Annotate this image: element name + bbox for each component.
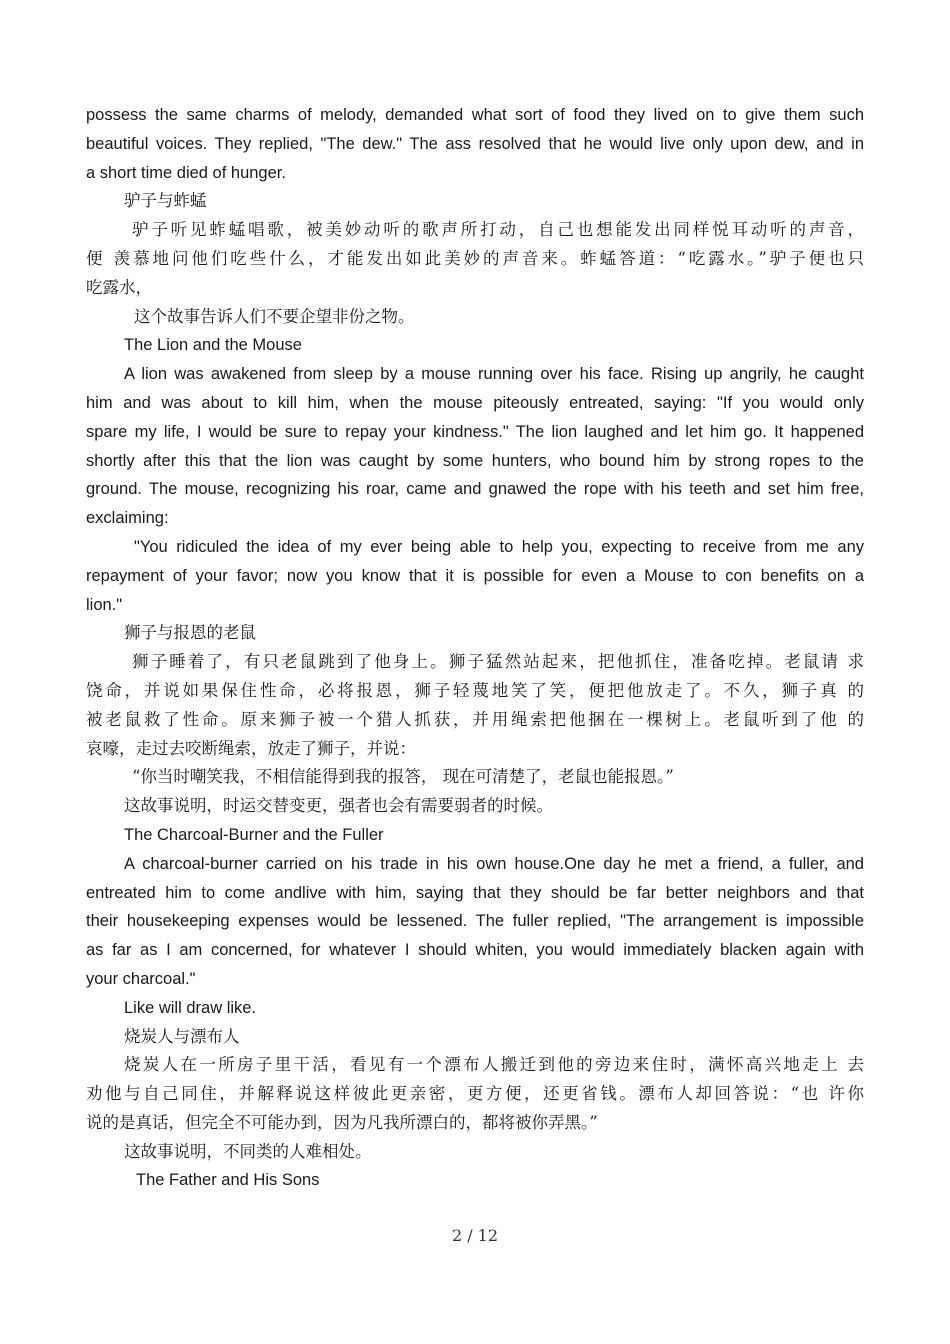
text-line: 这故事说明，时运交替变更，强者也会有需要弱者的时候。 (124, 796, 553, 816)
text-line: 驴子听见蚱蜢唱歌，被美妙动听的歌声所打动，自己也想能发出同样悦耳动听的声音， (132, 220, 864, 240)
section-title-en: The Lion and the Mouse (124, 336, 302, 355)
document-body (86, 101, 864, 1195)
section-title-en: The Father and His Sons (136, 1171, 320, 1190)
text-line: a short time died of hunger. (86, 163, 286, 182)
text-line: "You ridiculed the idea of my ever being able to help you, expecting to receive from me any (134, 537, 864, 556)
text-line: lion." (86, 595, 123, 614)
text-line: repayment of your favor; now you know that it is possible for even a Mouse to con benefits on a (86, 566, 864, 585)
text-line: as far as I am concerned, for whatever I should whiten, you would immediately blacken again with (86, 941, 864, 960)
text-line: 这故事说明，不同类的人难相处。 (124, 1141, 372, 1161)
section-title-en: The Charcoal-Burner and the Fuller (124, 825, 384, 844)
text-line: 狮子睡着了，有只老鼠跳到了他身上。狮子猛然站起来，把他抓住，准备吃掉。老鼠请 求 (132, 652, 864, 672)
text-line: 烧炭人在一所房子里干活，看见有一个漂布人搬迁到他的旁边来住时，满怀高兴地走上 去 (124, 1055, 864, 1075)
text-line: A charcoal-burner carried on his trade in his own house.One day he met a friend, a fuller, and (124, 854, 864, 873)
section-title-cn: 狮子与报恩的老鼠 (124, 623, 256, 643)
text-line: A lion was awakened from sleep by a mouse running over his face. Rising up angrily, he caught (124, 365, 864, 384)
text-line: entreated him to come andlive with him, saying that they should be far better neighbors and that (86, 883, 864, 902)
text-line: spare my life, I would be sure to repay your kindness." The lion laughed and let him go. It happened (86, 422, 864, 441)
text-line: their housekeeping expenses would be lessened. The fuller replied, "The arrangement is impossible (86, 912, 864, 931)
text-line: Like will draw like. (124, 998, 257, 1017)
text-line: 饶命，并说如果保住性命，必将报恩，狮子轻蔑地笑了笑，便把他放走了。不久，狮子真 的 (86, 680, 864, 700)
text-line: 劝他与自己同住，并解释说这样彼此更亲密，更方便，还更省钱。漂布人却回答说：“也 许你 (86, 1084, 864, 1104)
text-line: 这个故事告诉人们不要企望非份之物。 (134, 306, 415, 326)
text-line: 哀嚎，走过去咬断绳索，放走了狮子，并说： (86, 738, 416, 758)
text-line: 说的是真话，但完全不可能办到，因为凡我所漂白的，都将被你弄黑。” (86, 1112, 598, 1132)
section-title-cn: 驴子与蚱蜢 (124, 191, 207, 211)
section-title-cn: 烧炭人与漂布人 (124, 1026, 240, 1046)
text-line: beautiful voices. They replied, "The dew." The ass resolved that he would live only upon dew, and in (86, 134, 864, 153)
text-line: ground. The mouse, recognizing his roar, came and gnawed the rope with his teeth and set him free, (86, 480, 864, 499)
text-line: 被老鼠救了性命。原来狮子被一个猎人抓获，并用绳索把他捆在一棵树上。老鼠听到了他 的 (86, 709, 864, 729)
text-line: him and was about to kill him, when the mouse piteously entreated, saying: "If you would only (86, 393, 864, 412)
text-line: “你当时嘲笑我，不相信能得到我的报答， 现在可清楚了，老鼠也能报恩。” (132, 767, 674, 787)
page-number: 2 / 12 (451, 1226, 499, 1245)
text-line: exclaiming: (86, 509, 169, 528)
text-line: possess the same charms of melody, demanded what sort of food they lived on to give them such (86, 106, 864, 124)
text-line: shortly after this that the lion was caught by some hunters, who bound him by strong ropes to the (86, 451, 864, 470)
text-line: 便 羡慕地问他们吃些什么，才能发出如此美妙的声音来。蚱蜢答道：“吃露水。”驴子便也只 (86, 248, 864, 268)
text-line: 吃露水， (86, 277, 152, 297)
text-line: your charcoal." (86, 969, 196, 988)
